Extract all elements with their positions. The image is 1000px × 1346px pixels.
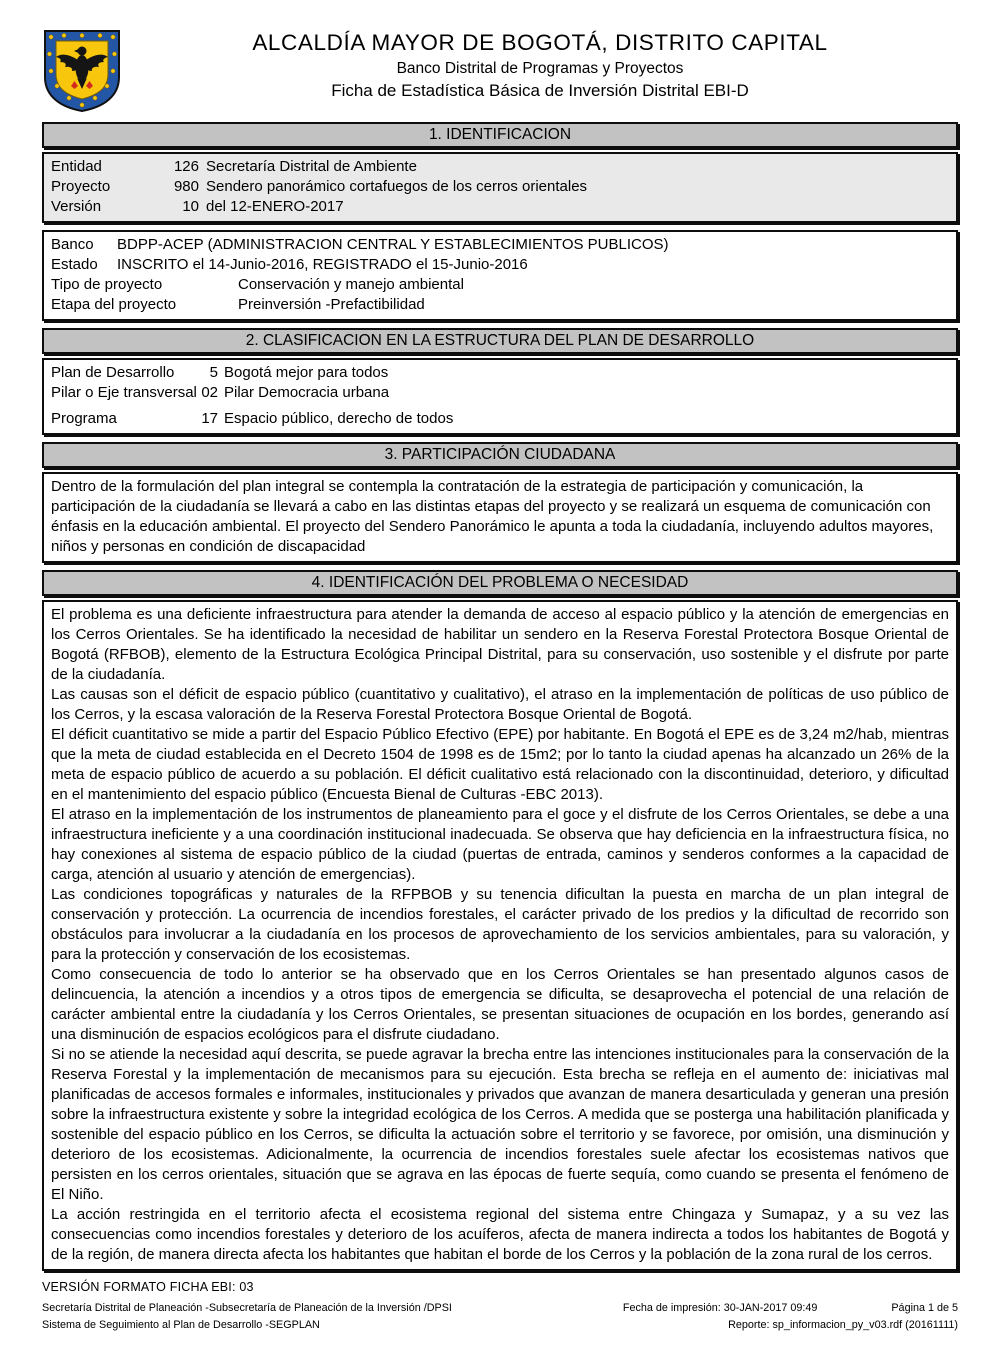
field-label: Versión <box>51 198 102 215</box>
field-value: Conservación y manejo ambiental <box>238 276 464 293</box>
section-header-clasificacion: 2. CLASIFICACION EN LA ESTRUCTURA DEL PLAN DE DESARROLLO <box>42 328 958 354</box>
section-header-identificacion: 1. IDENTIFICACION <box>42 122 958 148</box>
field-row-tipo-proyecto <box>51 275 949 295</box>
field-row-entidad <box>51 157 949 177</box>
participacion-text: Dentro de la formulación del plan integral se contempla la contratación de la estrategia de participación y comunicación, la participación de la ciudadanía se llevará a cabo en las distintas etapas del proyecto y se realizará un esquema de comunicación con énfasis en la educación ambiental. El proyecto del Sendero Panorámico le apunta a toda la ciudadanía, incluyendo adultos mayores, niños y personas en condición de discapacidad <box>51 478 934 555</box>
field-value: Espacio público, derecho de todos <box>224 410 454 427</box>
field-row-plan-desarrollo <box>51 363 949 383</box>
field-value: Pilar Democracia urbana <box>224 384 390 401</box>
problema-paragraph: Las causas son el déficit de espacio público (cuantitativo y cualitativo), el atraso en la implementación de políticas de uso público de los Cerros, y la escasa valoración de la Reserva Forestal Protectora Bosque Oriental de Bogotá. <box>51 686 949 723</box>
field-label: Proyecto <box>51 178 111 195</box>
field-code: 126 <box>173 158 199 175</box>
document-titles <box>122 28 958 101</box>
field-row-banco <box>51 235 949 255</box>
field-label: Programa <box>51 410 117 427</box>
field-row-etapa-proyecto <box>51 295 949 315</box>
footer-right <box>623 1302 958 1336</box>
field-label: Plan de Desarrollo <box>51 364 175 381</box>
document-header <box>42 28 958 114</box>
field-label: Banco <box>51 236 94 253</box>
problema-paragraph: El problema es una deficiente infraestructura para atender la demanda de acceso al espacio público y la atención de emergencias en los Cerros Orientales. Se ha identificado la necesidad de habilitar un sendero en la Reserva Forestal Protectora Bosque Oriental de Bogotá (RFBOB), elemento de la Estructura Ecológica Principal Distrital, para su conservación, uso sostenible y el disfrute por parte de la ciudadanía. <box>51 606 949 683</box>
footer-left <box>42 1302 452 1336</box>
bogota-coat-of-arms-icon <box>42 28 122 114</box>
field-row-version <box>51 197 949 217</box>
field-row-programa <box>51 409 949 429</box>
field-value: Preinversión -Prefactibilidad <box>238 296 425 313</box>
field-value: Bogotá mejor para todos <box>224 364 389 381</box>
page-number: Página 1 de 5 <box>891 1302 958 1314</box>
problema-paragraph: El atraso en la implementación de los instrumentos de planeamiento para el goce y el disfrute de los Cerros Orientales, se debe a una infraestructura ineficiente y a una coordinación institucional inadecuada. Se observa que hay deficiencia en la infraestructura física, no hay conexiones al sistema de espacio público de la ciudad (puertas de entrada, caminos y senderos conformes a la capacidad de carga, atención al usuario y atención de emergencias). <box>51 806 949 883</box>
field-label: Tipo de proyecto <box>51 276 163 293</box>
problema-paragraph: Las condiciones topográficas y naturales de la RFPBOB y su tenencia dificultan la puesta en marcha de un plan integral de conservación y protección. La ocurrencia de incendios forestales, el carácter privado de los predios y la dificultad de recorrido son obstáculos para involucrar a la ciudadanía en los procesos de aprovechamiento de los servicios ambientales, para su valoración, y para la protección y conservación de los ecosistemas. <box>51 886 949 963</box>
field-value: Secretaría Distrital de Ambiente <box>206 158 417 175</box>
field-row-proyecto <box>51 177 949 197</box>
problema-paragraph: La acción restringida en el territorio afecta el ecosistema regional del sistema entre Chingaza y Sumapaz, y a su vez las consecuencias como incendios forestales y deterioro de los acuíferos, afecta de manera indirecta a todos los habitantes de Bogotá y de la región, de manera directa afecta los habitantes que habitan el borde de los Cerros y la población de la zona rural de los cerros. <box>51 1206 949 1263</box>
field-code: 5 <box>209 364 218 381</box>
identification-box <box>42 152 958 223</box>
footer-system-line: Sistema de Seguimiento al Plan de Desarrollo -SEGPLAN <box>42 1319 320 1331</box>
problema-paragraph: Como consecuencia de todo lo anterior se ha observado que en los Cerros Orientales se han presentado algunos casos de delincuencia, la atención a incendios y a otros tipos de emergencia se dificulta, se desaprovecha el potencial de una relación de carácter ambiental entre la ciudadanía y los Cerros Orientales, se presentan situaciones de ocupación en los bordes, generando así una disminución de espacios ecológicos para el disfrute ciudadano. <box>51 966 949 1043</box>
document-footer <box>42 1302 958 1336</box>
field-value: BDPP-ACEP (ADMINISTRACION CENTRAL Y ESTABLECIMIENTOS PUBLICOS) <box>117 236 669 253</box>
clasificacion-box <box>42 358 958 435</box>
problema-paragraph: El déficit cuantitativo se mide a partir del Espacio Público Efectivo (EPE) por habitante. En Bogotá el EPE es de 3,24 m2/hab, mientras que la meta de ciudad establecida en el Decreto 1504 de 1998 es de 15m2; por lo tanto la ciudad apenas ha alcanzado un 26% de la meta de espacio público de acuerdo a su población. El déficit cualitativo está relacionado con la discontinuidad, deterioro, y dificultad en el mantenimiento del espacio público (Encuesta Bienal de Culturas -EBC 2013). <box>51 726 949 803</box>
field-row-estado <box>51 255 949 275</box>
problema-paragraph: Si no se atiende la necesidad aquí descrita, se puede agravar la brecha entre las intenciones institucionales para la conservación de la Reserva Forestal y la implementación de mecanismos para su ejecución. Esta brecha se refleja en el aumento de: iniciativas mal planificadas de accesos formales e informales, institucionales y privados que avanzan de manera desarticulada y generan una presión sobre la infraestructura existente y sobre la integridad ecológica de los Cerros. A medida que se posterga una habilitación planificada y sostenible del espacio público en los Cerros, se dificulta la actuación sobre el territorio y se favorece, por omisión, una disminución y deterioro de los ecosistemas. Adicionalmente, la ocurrencia de incendios forestales suele afectar los ecosistemas nativos que persisten en los cerros orientales, situación que se agrava en las épocas de fuerte sequía, como cuando se presenta el fenómeno de El Niño. <box>51 1046 949 1203</box>
print-date: Fecha de impresión: 30-JAN-2017 09:49 <box>622 1302 818 1314</box>
page-title: ALCALDÍA MAYOR DE BOGOTÁ, DISTRITO CAPITAL <box>252 30 828 55</box>
format-version-line: VERSIÓN FORMATO FICHA EBI: 03 <box>42 1280 254 1294</box>
page-subtitle-1: Banco Distrital de Programas y Proyectos <box>396 60 684 77</box>
section-header-problema: 4. IDENTIFICACIÓN DEL PROBLEMA O NECESIDAD <box>42 570 958 596</box>
field-label: Entidad <box>51 158 102 175</box>
field-value: Sendero panorámico cortafuegos de los cerros orientales <box>206 178 588 195</box>
footer-entity-line: Secretaría Distrital de Planeación -Subsecretaría de Planeación de la Inversión /DPSI <box>42 1302 452 1314</box>
field-row-pilar-eje <box>51 383 949 403</box>
section-header-participacion: 3. PARTICIPACIÓN CIUDADANA <box>42 442 958 468</box>
field-label: Etapa del proyecto <box>51 296 177 313</box>
field-code: 980 <box>173 178 199 195</box>
field-code: 17 <box>201 410 218 427</box>
participacion-box <box>42 472 958 563</box>
field-label: Estado <box>51 256 98 273</box>
field-code: 02 <box>201 384 218 401</box>
problema-box <box>42 600 958 1271</box>
field-value: INSCRITO el 14-Junio-2016, REGISTRADO el 15-Junio-2016 <box>117 256 528 273</box>
field-code: 10 <box>182 198 199 215</box>
report-name: Reporte: sp_informacion_py_v03.rdf (20161111) <box>728 1319 958 1331</box>
page-subtitle-2: Ficha de Estadística Básica de Inversión Distrital EBI-D <box>331 81 749 100</box>
field-label: Pilar o Eje transversal <box>51 384 197 401</box>
field-value: del 12-ENERO-2017 <box>206 198 344 215</box>
banco-estado-box <box>42 230 958 321</box>
